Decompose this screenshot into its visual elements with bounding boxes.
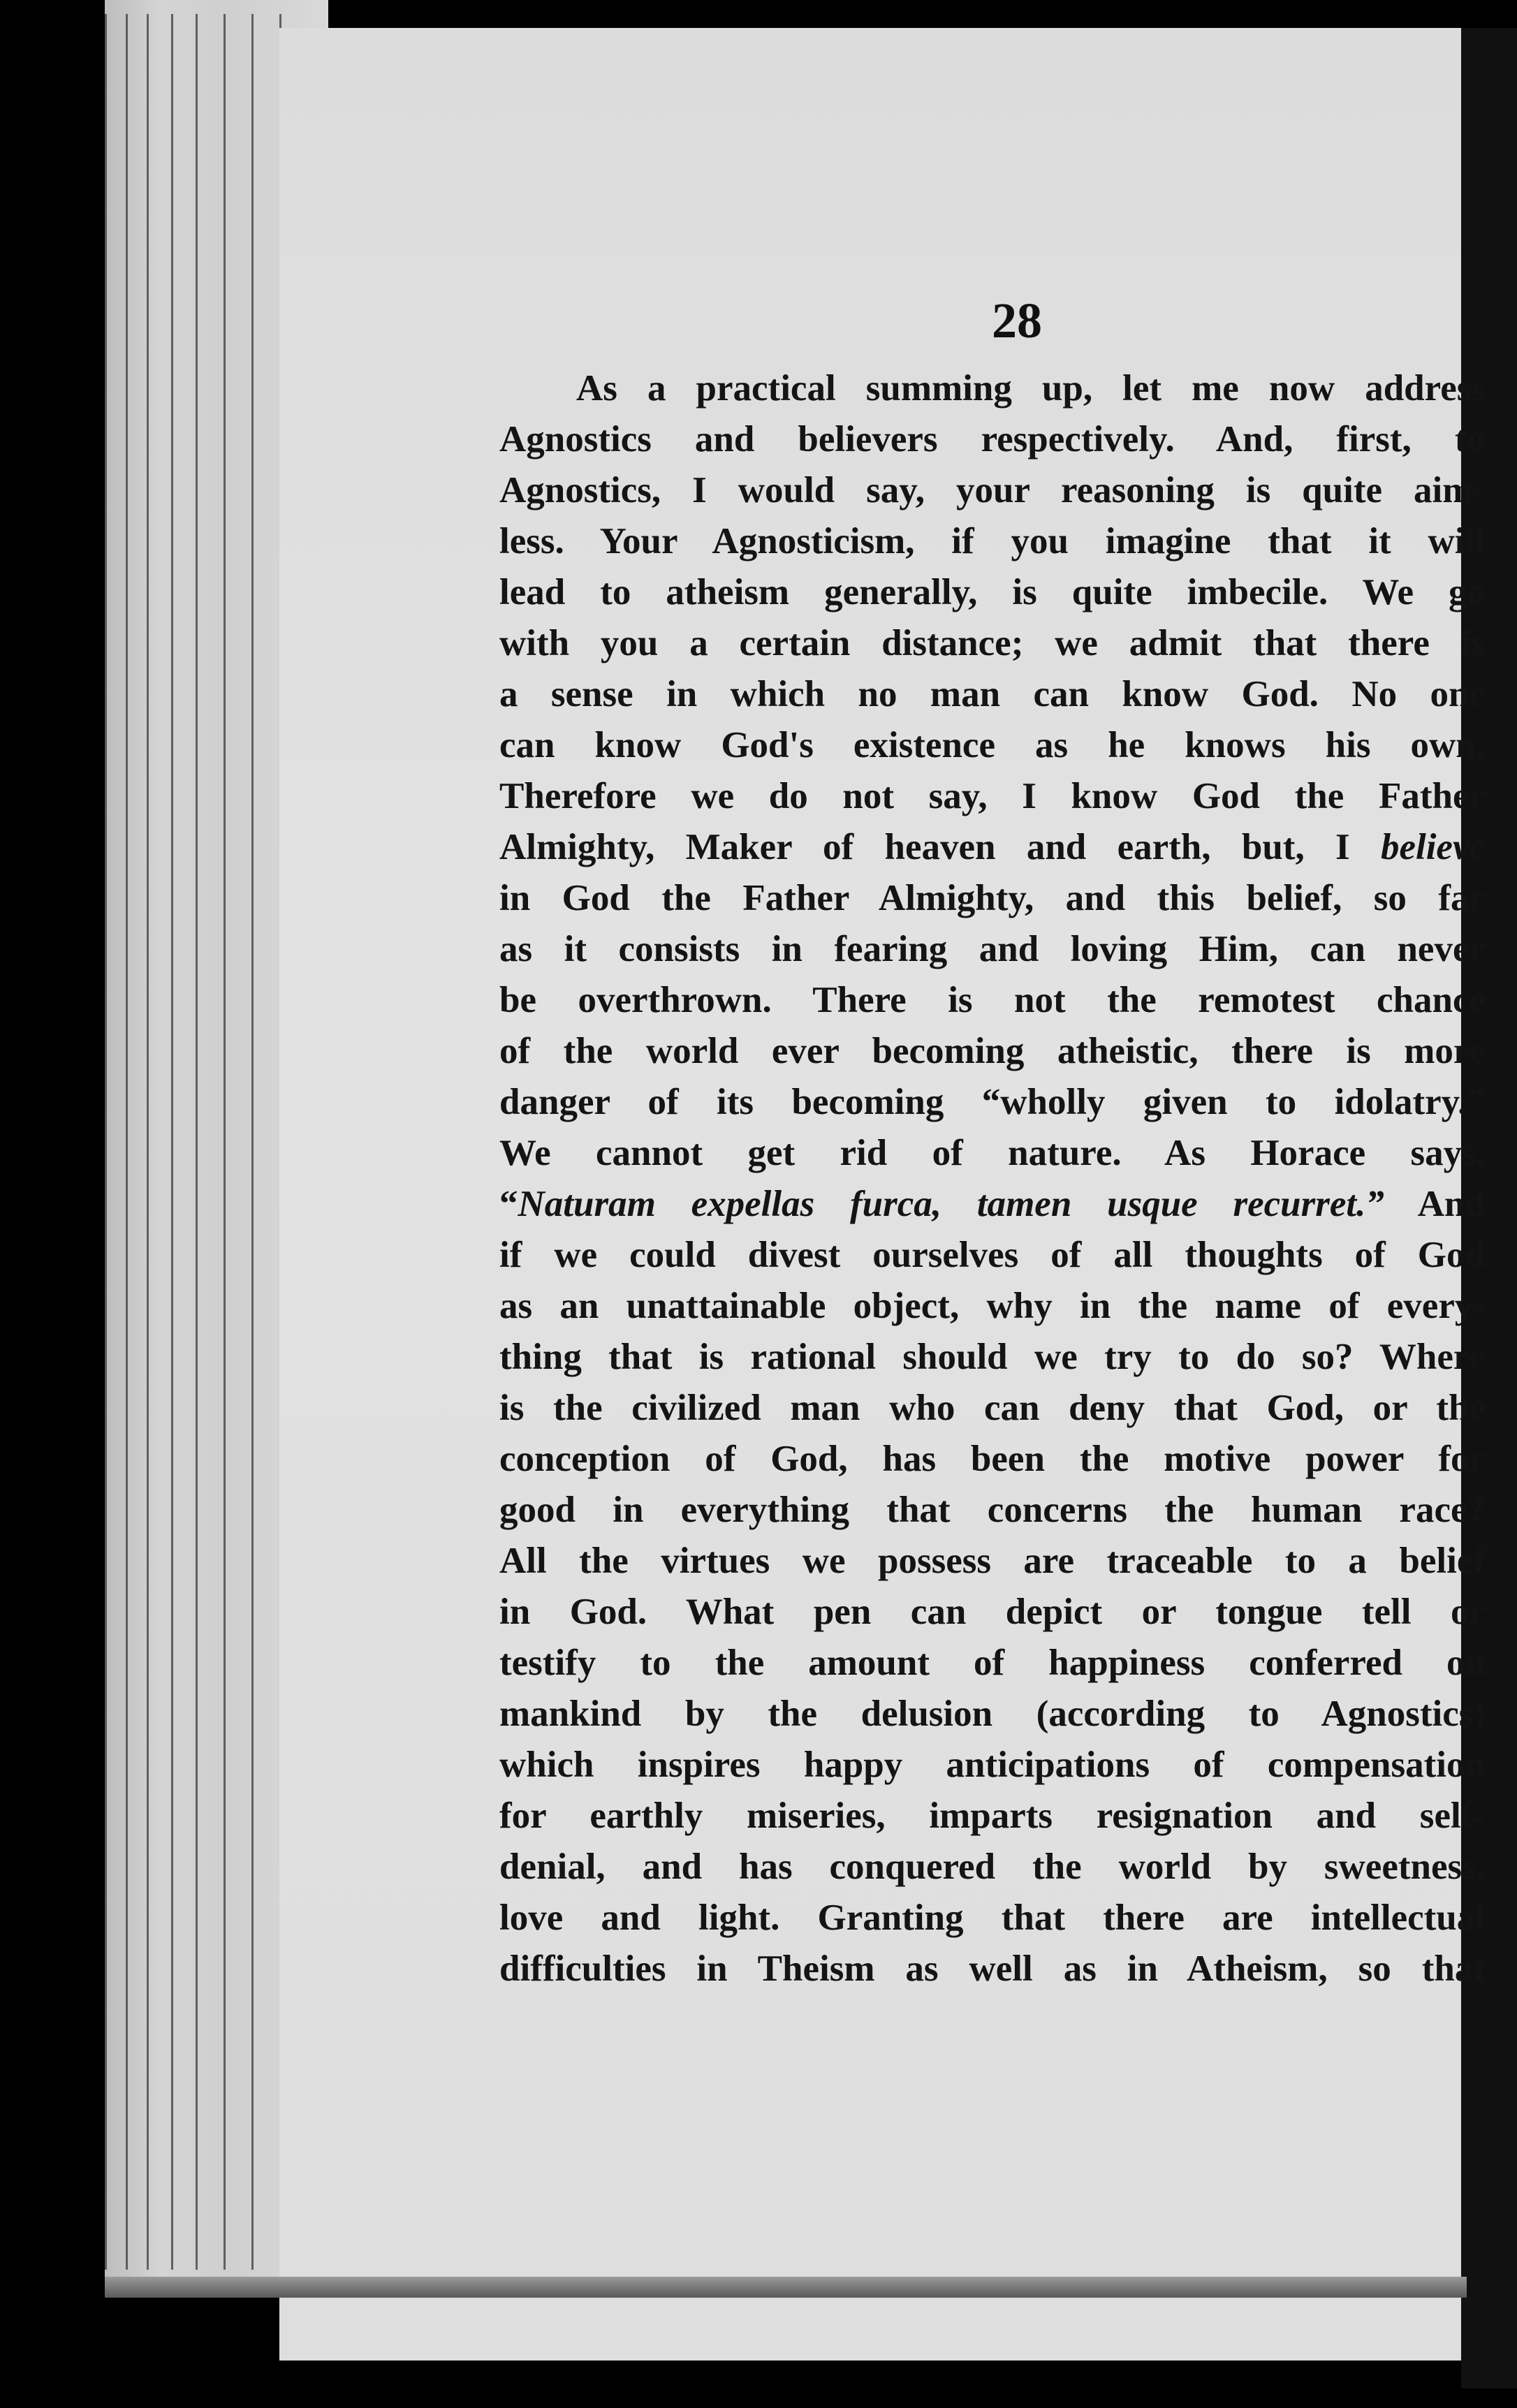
text-line: as an unattainable object, why in the name of every-: [499, 1286, 1486, 1326]
text-line: All the virtues we possess are traceable to a belief: [499, 1541, 1486, 1581]
text-line: mankind by the delusion (according to Agnostics): [499, 1694, 1486, 1734]
text-line: in God. What pen can depict or tongue tell or: [499, 1592, 1486, 1632]
latin-quote: Naturam expellas furca, tamen usque recurret.”: [518, 1184, 1384, 1224]
text-line: danger of its becoming “wholly given to idolatry.”: [499, 1082, 1486, 1122]
text-line: lead to atheism generally, is quite imbecile. We go: [499, 572, 1486, 612]
text-line: can know God's existence as he knows his own.: [499, 725, 1486, 765]
text-line-latin-quote: [499, 1179, 1486, 1230]
text-line: Agnostics and believers respectively. And, first, to: [499, 419, 1486, 460]
text-line: which inspires happy anticipations of compensation: [499, 1745, 1486, 1785]
text-line: We cannot get rid of nature. As Horace says,: [499, 1133, 1486, 1173]
text-line: in God the Father Almighty, and this belief, so far: [499, 878, 1486, 918]
text-line: thing that is rational should we try to do so? Where: [499, 1337, 1486, 1377]
text-line: Therefore we do not say, I know God the Father: [499, 776, 1486, 816]
text-line: difficulties in Theism as well as in Atheism, so that: [499, 1948, 1486, 1989]
open-quote: “: [499, 1184, 518, 1224]
text-line: as it consists in fearing and loving Him, can never: [499, 929, 1486, 969]
text-segment: Almighty, Maker of heaven and earth, but, I: [499, 827, 1381, 867]
text-line: of the world ever becoming atheistic, there is more: [499, 1031, 1486, 1071]
bottom-page-edge: [105, 2277, 1467, 2298]
text-line: conception of God, has been the motive power for: [499, 1439, 1486, 1479]
text-line: with you a certain distance; we admit that there is: [499, 623, 1486, 663]
text-line: less. Your Agnosticism, if you imagine that it will: [499, 521, 1486, 561]
text-line: a sense in which no man can know God. No one: [499, 674, 1486, 714]
text-segment: And: [1384, 1184, 1486, 1224]
italic-word: believe: [1380, 827, 1486, 867]
text-line: for earthly miseries, imparts resignation and self-: [499, 1796, 1486, 1836]
text-line: love and light. Granting that there are intellectual: [499, 1897, 1486, 1938]
text-line-with-italic: [499, 822, 1486, 873]
page-number: 28: [992, 293, 1042, 348]
text-line: good in everything that concerns the human race?: [499, 1490, 1486, 1530]
text-line: is the civilized man who can deny that God, or the: [499, 1388, 1486, 1428]
text-line: denial, and has conquered the world by sweetness,: [499, 1847, 1486, 1887]
text-line: be overthrown. There is not the remotest chance: [499, 980, 1486, 1020]
text-line: Agnostics, I would say, your reasoning is quite aim-: [499, 470, 1486, 511]
text-line: testify to the amount of happiness conferred on: [499, 1643, 1486, 1683]
text-line: if we could divest ourselves of all thoughts of God: [499, 1235, 1486, 1275]
body-text: [499, 363, 1486, 1995]
text-line: As a practical summing up, let me now address: [576, 368, 1486, 409]
